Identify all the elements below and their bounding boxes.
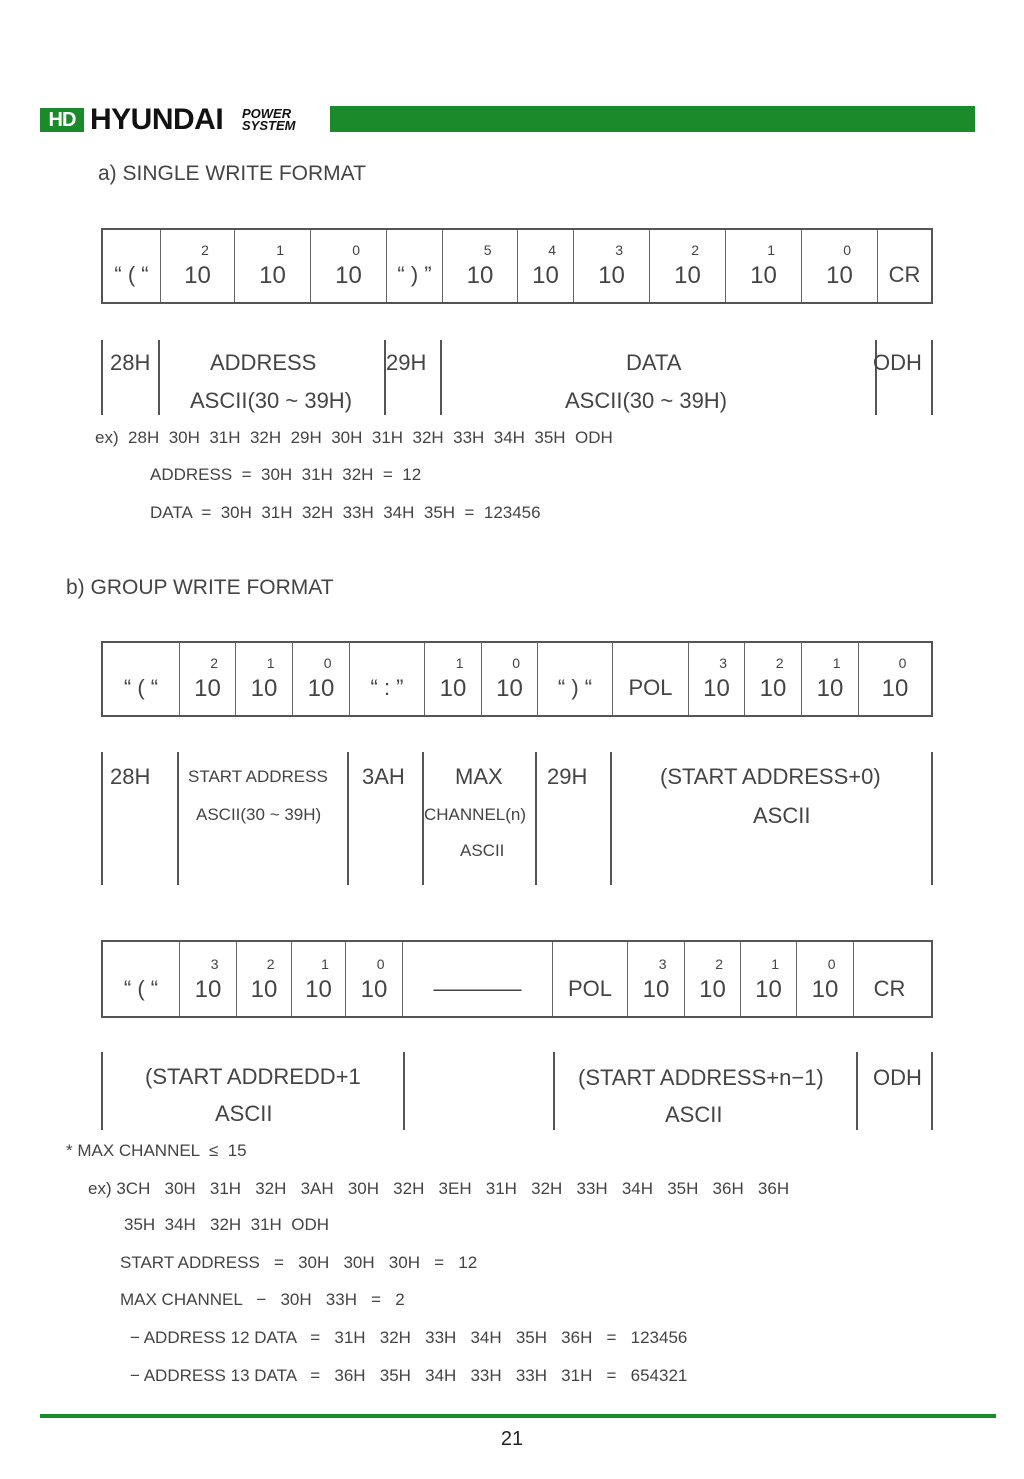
- power-exponent: 1: [771, 956, 780, 972]
- power-exponent: 1: [455, 655, 464, 671]
- label-ascii2: ASCII: [753, 803, 811, 828]
- frame-cell-symbol: [612, 643, 688, 715]
- power-exponent: 2: [775, 655, 784, 671]
- frame-cell-symbol: [402, 942, 552, 1016]
- label-max: MAX: [455, 764, 503, 789]
- cell-symbol: “ ( “: [123, 675, 159, 700]
- frame-cell-symbol: [552, 942, 627, 1016]
- group-write-frame-1: [101, 641, 933, 717]
- divider: [931, 752, 933, 885]
- divider: [177, 752, 179, 885]
- cell-symbol: CR: [873, 976, 906, 1001]
- example-line: − ADDRESS 12 DATA = 31H 32H 33H 34H 35H 36H = 123456: [130, 1328, 688, 1347]
- power-base: 10: [496, 675, 523, 702]
- power-exponent: 1: [321, 956, 329, 972]
- power-base: 10: [826, 262, 853, 289]
- power-base: 10: [194, 675, 221, 702]
- frame-cell-symbol: [386, 230, 442, 302]
- power-base: 10: [184, 262, 211, 289]
- divider: [101, 752, 103, 885]
- label-ascii: ASCII: [460, 841, 505, 860]
- section-b-title: b) GROUP WRITE FORMAT: [66, 576, 334, 599]
- divider: [931, 1052, 933, 1130]
- cell-power: [518, 242, 573, 290]
- cell-power: [293, 655, 349, 703]
- divider: [158, 340, 160, 415]
- divider: [101, 1052, 103, 1130]
- power-base: 10: [307, 675, 335, 702]
- example-line: ADDRESS = 30H 31H 32H = 12: [150, 465, 422, 484]
- divider: [931, 340, 933, 415]
- power-exponent: 3: [658, 956, 667, 972]
- frame-cell-power: [684, 942, 740, 1016]
- label-address: ADDRESS: [210, 350, 317, 375]
- power-base: 10: [674, 262, 701, 289]
- label-channel: CHANNEL(n): [424, 805, 527, 824]
- divider: [440, 340, 442, 415]
- cell-symbol: “ ) ”: [397, 262, 432, 287]
- cell-power: [235, 242, 310, 290]
- divider: [403, 1052, 405, 1130]
- label-3ah: 3AH: [362, 764, 405, 789]
- power-base: 10: [360, 976, 388, 1003]
- frame-cell-power: [160, 230, 234, 302]
- power-exponent: 1: [276, 242, 285, 258]
- frame-cell-symbol: [877, 230, 931, 302]
- power-base: 10: [699, 976, 726, 1003]
- cell-power: [685, 956, 740, 1004]
- divider: [535, 752, 537, 885]
- cell-power: [797, 956, 853, 1004]
- cell-symbol: “ ( “: [114, 262, 149, 287]
- frame-cell-power: [291, 942, 345, 1016]
- frame-cell-power: [442, 230, 517, 302]
- cell-symbol: POL: [567, 976, 613, 1001]
- label-28h: 28H: [110, 350, 151, 375]
- frame-cell-symbol: [103, 230, 160, 302]
- frame-cell-power: [740, 942, 796, 1016]
- cell-power: [161, 242, 234, 290]
- label-ascii2: ASCII: [665, 1102, 723, 1127]
- cell-power: [741, 956, 796, 1004]
- power-base: 10: [194, 976, 222, 1003]
- example-line: MAX CHANNEL − 30H 33H = 2: [120, 1290, 405, 1309]
- power-exponent: 1: [767, 242, 776, 258]
- power-base: 10: [759, 675, 787, 702]
- label-29h: 29H: [386, 350, 427, 375]
- cell-power: [689, 655, 744, 703]
- power-exponent: 2: [266, 956, 275, 972]
- frame-cell-power: [235, 643, 292, 715]
- power-base: 10: [250, 675, 278, 702]
- power-exponent: 2: [715, 956, 724, 972]
- frame-cell-symbol: [537, 643, 612, 715]
- power-exponent: 1: [266, 655, 275, 671]
- cell-power: [628, 956, 684, 1004]
- label-odh: ODH: [873, 350, 922, 375]
- power-base: 10: [598, 262, 625, 289]
- power-exponent: 1: [832, 655, 841, 671]
- logo-mark: HD: [40, 108, 84, 132]
- power-exponent: 0: [898, 655, 907, 671]
- power-exponent: 2: [201, 242, 209, 258]
- frame-cell-power: [424, 643, 481, 715]
- frame-cell-symbol: [853, 942, 925, 1016]
- power-base: 10: [750, 262, 777, 289]
- power-base: 10: [259, 262, 286, 289]
- divider: [347, 752, 349, 885]
- label-28h: 28H: [110, 764, 151, 789]
- power-exponent: 4: [548, 242, 557, 258]
- label-ascii1: ASCII: [215, 1101, 273, 1126]
- cell-power: [650, 242, 725, 290]
- power-exponent: 3: [719, 655, 728, 671]
- power-base: 10: [755, 976, 782, 1003]
- header-bar: [330, 106, 975, 132]
- power-exponent: 0: [376, 956, 385, 972]
- cell-symbol: “ ( “: [123, 976, 159, 1001]
- cell-power: [425, 655, 481, 703]
- cell-symbol: POL: [628, 675, 673, 700]
- power-exponent: 2: [691, 242, 700, 258]
- group-write-frame-2: [101, 940, 933, 1018]
- divider: [856, 1052, 858, 1130]
- power-exponent: 0: [827, 956, 836, 972]
- power-base: 10: [335, 262, 362, 289]
- power-base: 10: [466, 262, 494, 289]
- divider: [553, 1052, 555, 1130]
- cell-power: [236, 655, 292, 703]
- divider: [101, 340, 103, 415]
- label-data-ascii: ASCII(30 ~ 39H): [565, 388, 728, 413]
- max-channel-note: * MAX CHANNEL ≤ 15: [66, 1141, 247, 1160]
- frame-cell-power: [234, 230, 310, 302]
- frame-cell-power: [573, 230, 649, 302]
- power-base: 10: [811, 976, 839, 1003]
- cell-power: [237, 956, 291, 1004]
- frame-cell-power: [179, 643, 235, 715]
- example-line: ex) 3CH 30H 31H 32H 3AH 30H 32H 3EH 31H 32H 33H 34H 35H 36H 36H: [88, 1179, 790, 1198]
- cell-power: [802, 242, 877, 290]
- label-start-address: START ADDRESS: [188, 767, 328, 786]
- frame-cell-power: [801, 230, 877, 302]
- cell-power: [292, 956, 345, 1004]
- frame-cell-power: [310, 230, 386, 302]
- brand-name: HYUNDAI: [90, 103, 224, 136]
- example-line: − ADDRESS 13 DATA = 36H 35H 34H 33H 33H 31H = 654321: [130, 1366, 688, 1385]
- frame-cell-symbol: [103, 942, 179, 1016]
- brand-sub: [242, 108, 295, 132]
- power-base: 10: [703, 675, 730, 702]
- label-start-plus1: (START ADDREDD+1: [145, 1064, 361, 1089]
- power-exponent: 0: [323, 655, 332, 671]
- label-start-ascii: ASCII(30 ~ 39H): [196, 805, 322, 824]
- cell-symbol: “ : ”: [370, 675, 404, 700]
- power-base: 10: [881, 675, 909, 702]
- single-write-frame: [101, 228, 933, 304]
- frame-cell-power: [796, 942, 853, 1016]
- frame-cell-power: [292, 643, 349, 715]
- cell-power: [180, 655, 235, 703]
- example-line: ex) 28H 30H 31H 32H 29H 30H 31H 32H 33H 34H 35H ODH: [95, 428, 613, 447]
- brand-sub-system: SYSTEM: [242, 118, 296, 133]
- divider: [610, 752, 612, 885]
- example-line: 35H 34H 32H 31H ODH: [124, 1215, 330, 1234]
- frame-cell-symbol: [103, 643, 179, 715]
- frame-cell-power: [345, 942, 402, 1016]
- label-data: DATA: [626, 350, 682, 375]
- frame-cell-power: [744, 643, 801, 715]
- power-base: 10: [816, 675, 844, 702]
- frame-cell-power: [236, 942, 291, 1016]
- cell-power: [346, 956, 402, 1004]
- power-base: 10: [250, 976, 278, 1003]
- power-exponent: 0: [512, 655, 521, 671]
- cell-symbol: CR: [888, 262, 921, 287]
- page-number: 21: [500, 1428, 524, 1450]
- frame-cell-power: [858, 643, 931, 715]
- cell-symbol: “ ) “: [557, 675, 593, 700]
- power-base: 10: [532, 262, 559, 289]
- brand-sub-power: POWER: [242, 106, 292, 121]
- label-29h: 29H: [547, 764, 588, 789]
- power-base: 10: [642, 976, 670, 1003]
- power-exponent: 0: [843, 242, 852, 258]
- power-exponent: 2: [210, 655, 219, 671]
- label-start-plusn: (START ADDRESS+n−1): [578, 1065, 824, 1090]
- label-odh: ODH: [873, 1065, 922, 1090]
- cell-power: [311, 242, 386, 290]
- example-line: DATA = 30H 31H 32H 33H 34H 35H = 123456: [150, 503, 541, 522]
- cell-power: [574, 242, 649, 290]
- cell-power: [443, 242, 517, 290]
- frame-cell-power: [801, 643, 858, 715]
- power-exponent: 0: [352, 242, 361, 258]
- cell-power: [802, 655, 858, 703]
- power-base: 10: [439, 675, 467, 702]
- cell-power: [745, 655, 801, 703]
- label-start-plus0: (START ADDRESS+0): [660, 764, 881, 789]
- cell-symbol: ————: [433, 976, 522, 1001]
- section-a-title: a) SINGLE WRITE FORMAT: [98, 162, 366, 185]
- power-exponent: 3: [615, 242, 624, 258]
- frame-cell-symbol: [349, 643, 424, 715]
- frame-cell-power: [649, 230, 725, 302]
- frame-cell-power: [481, 643, 537, 715]
- frame-cell-power: [688, 643, 744, 715]
- cell-power: [180, 956, 236, 1004]
- frame-cell-power: [725, 230, 801, 302]
- example-line: START ADDRESS = 30H 30H 30H = 12: [120, 1253, 478, 1272]
- cell-power: [482, 655, 537, 703]
- frame-cell-power: [179, 942, 236, 1016]
- power-exponent: 5: [483, 242, 492, 258]
- frame-cell-power: [517, 230, 573, 302]
- label-address-ascii: ASCII(30 ~ 39H): [190, 388, 353, 413]
- frame-cell-power: [627, 942, 684, 1016]
- cell-power: [726, 242, 801, 290]
- footer-line: [40, 1414, 996, 1418]
- cell-power: [859, 655, 931, 703]
- power-exponent: 3: [210, 956, 219, 972]
- power-base: 10: [305, 976, 332, 1003]
